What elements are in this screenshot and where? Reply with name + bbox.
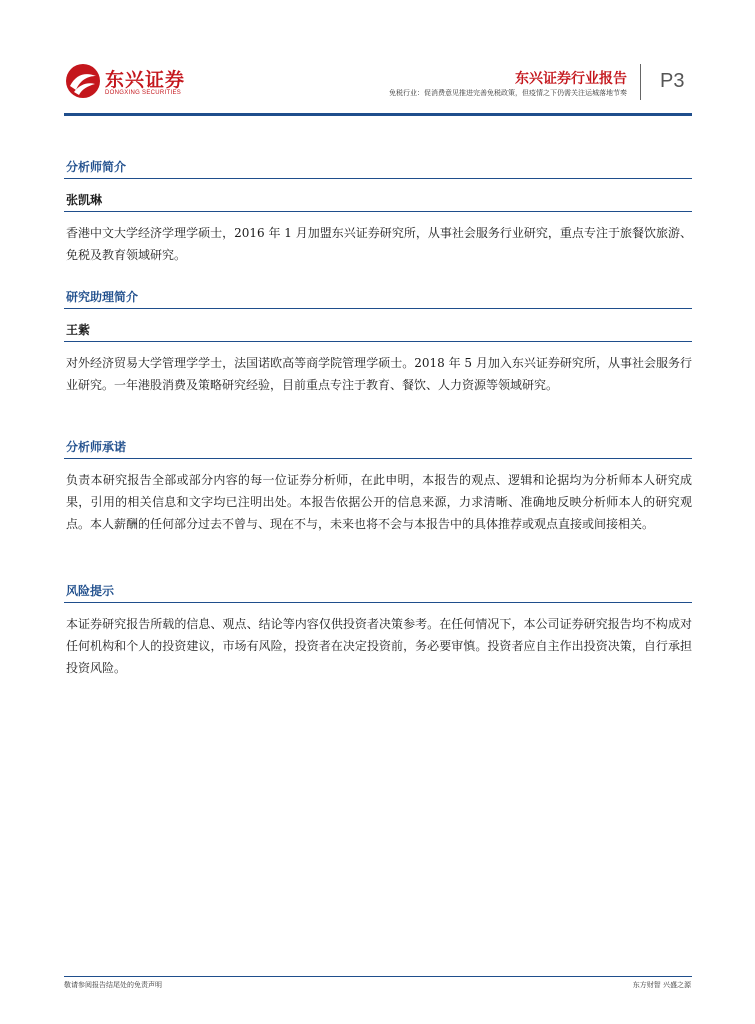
footer-rule — [64, 976, 692, 977]
report-subtitle: 免税行业：促消费意见推进完善免税政策，但疫情之下仍需关注运城落地节奏 — [389, 89, 627, 97]
assistant-section-title: 研究助理简介 — [64, 286, 692, 309]
page-header — [0, 0, 755, 118]
assistant-name: 王紫 — [64, 319, 692, 342]
risk-section — [64, 580, 692, 679]
header-rule — [64, 113, 692, 116]
logo-english-name: DONGXING SECURITIES — [105, 90, 182, 96]
header-divider — [640, 64, 641, 100]
assistant-section — [64, 286, 692, 396]
analyst-name: 张凯琳 — [64, 189, 692, 212]
logo-chinese-name: 东兴证券 — [105, 69, 186, 91]
analyst-section — [64, 156, 692, 266]
company-logo — [64, 62, 194, 104]
commitment-section-title: 分析师承诺 — [64, 436, 692, 459]
footer-disclaimer-note: 敬请参阅报告结尾处的免责声明 — [64, 981, 162, 989]
commitment-section — [64, 436, 692, 535]
page-number: P3 — [660, 70, 685, 92]
logo-emblem-icon — [64, 62, 102, 100]
risk-section-title: 风险提示 — [64, 580, 692, 603]
analyst-bio: 香港中文大学经济学理学硕士，2016 年 1 月加盟东兴证券研究所，从事社会服务行业研究，重点专注于旅餐饮旅游、免税及教育领域研究。 — [66, 226, 692, 262]
assistant-bio: 对外经济贸易大学管理学学士，法国诺欧高等商学院管理学硕士。2018 年 5 月加入东兴证券研究所，从事社会服务行业研究。一年港股消费及策略研究经验，目前重点专注于教育、餐饮、人力资源等领域研究。 — [66, 356, 692, 392]
risk-text: 本证券研究报告所载的信息、观点、结论等内容仅供投资者决策参考。在任何情况下，本公司证券研究报告均不构成对任何机构和个人的投资建议，市场有风险，投资者在决定投资前，务必要审慎。投资者应自主作出投资决策，自行承担投资风险。 — [66, 617, 692, 675]
analyst-section-title: 分析师简介 — [64, 156, 692, 179]
report-brand-title: 东兴证券行业报告 — [515, 71, 627, 87]
commitment-text: 负责本研究报告全部或部分内容的每一位证券分析师，在此申明，本报告的观点、逻辑和论据均为分析师本人研究成果，引用的相关信息和文字均已注明出处。本报告依据公开的信息来源，力求清晰、准确地反映分析师本人的研究观点。本人薪酬的任何部分过去不曾与、现在不与，未来也将不会与本报告中的具体推荐或观点直接或间接相关。 — [66, 473, 692, 531]
footer-slogan: 东方财智 兴盛之源 — [632, 981, 691, 989]
